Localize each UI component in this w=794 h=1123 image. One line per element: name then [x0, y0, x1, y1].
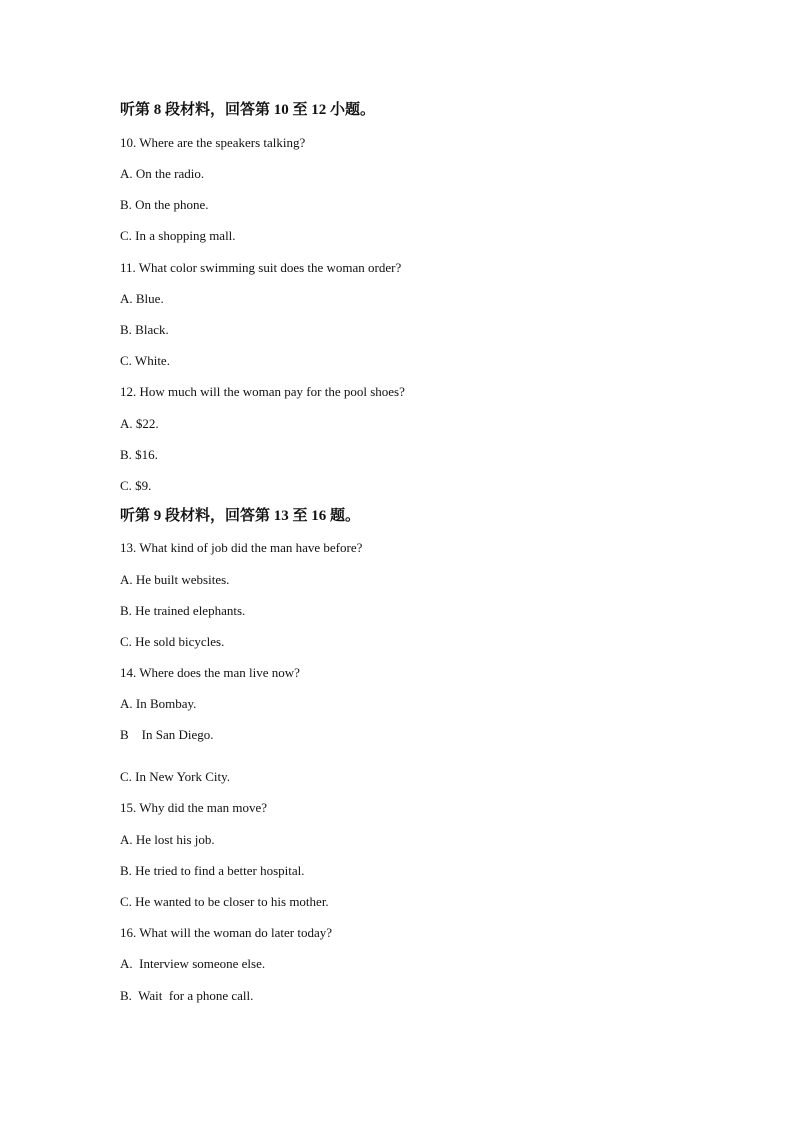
answer-option: A. He built websites.	[120, 572, 230, 587]
answer-option: A. He lost his job.	[120, 832, 215, 847]
answer-option: B. Black.	[120, 322, 169, 337]
question-stem: 10. Where are the speakers talking?	[120, 135, 306, 150]
answer-option: C. He sold bicycles.	[120, 634, 225, 649]
question-stem: 14. Where does the man live now?	[120, 665, 300, 680]
answer-option: A. In Bombay.	[120, 696, 197, 711]
question-stem: 13. What kind of job did the man have before?	[120, 540, 363, 555]
answer-option: C. White.	[120, 353, 170, 368]
section-heading: 听第 9 段材料，回答第 13 至 16 题。	[120, 508, 361, 524]
answer-option: A. On the radio.	[120, 166, 205, 181]
question-stem: 15. Why did the man move?	[120, 800, 268, 815]
answer-option: A. Blue.	[120, 291, 164, 306]
section-heading: 听第 8 段材料，回答第 10 至 12 小题。	[120, 102, 376, 118]
answer-option: B In San Diego.	[120, 727, 214, 742]
answer-option: C. $9.	[120, 478, 152, 493]
answer-option: C. He wanted to be closer to his mother.	[120, 894, 329, 909]
answer-option: C. In a shopping mall.	[120, 228, 236, 243]
answer-option: C. In New York City.	[120, 769, 231, 784]
question-stem: 16. What will the woman do later today?	[120, 925, 333, 940]
question-stem: 12. How much will the woman pay for the pool shoes?	[120, 384, 405, 399]
answer-option: B. $16.	[120, 447, 158, 462]
answer-option: B. Wait for a phone call.	[120, 988, 254, 1003]
answer-option: B. On the phone.	[120, 197, 209, 212]
answer-option: B. He tried to find a better hospital.	[120, 863, 305, 878]
question-stem: 11. What color swimming suit does the woman order?	[120, 260, 402, 275]
answer-option: A. Interview someone else.	[120, 956, 266, 971]
answer-option: A. $22.	[120, 416, 159, 431]
answer-option: B. He trained elephants.	[120, 603, 246, 618]
